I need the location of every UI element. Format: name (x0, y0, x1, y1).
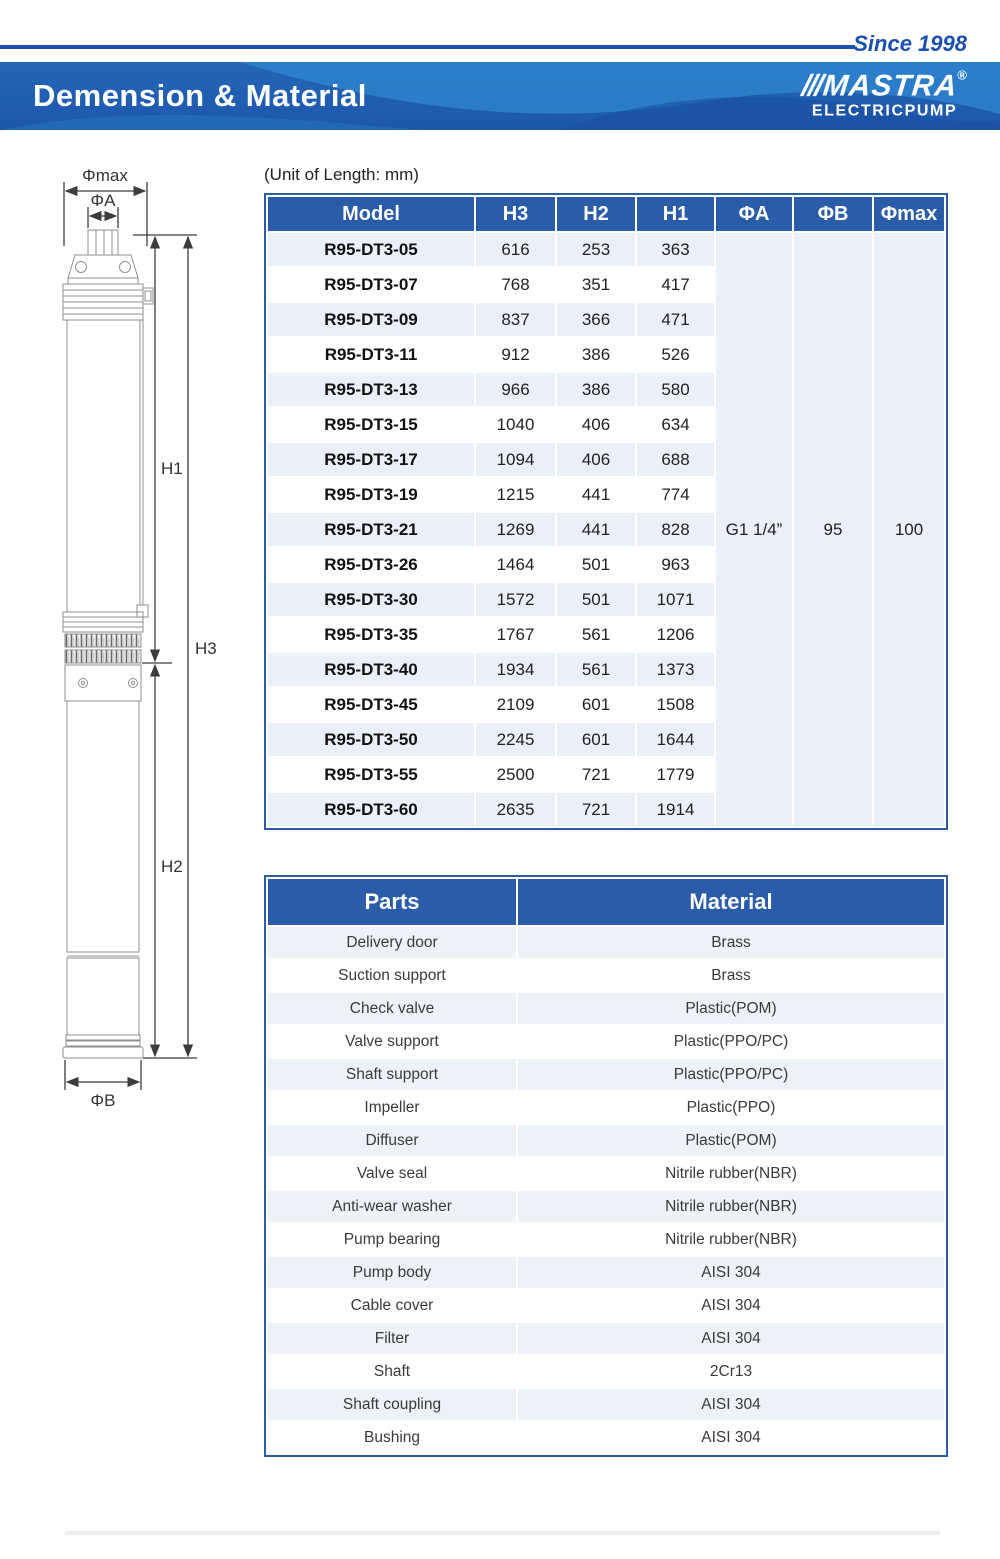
table-row (268, 1059, 944, 1090)
part-cell: Cable cover (268, 1290, 516, 1321)
dimension-table-header (268, 197, 944, 231)
material-cell: Brass (518, 927, 944, 958)
h1-cell: 774 (637, 478, 714, 511)
h3-cell: 2500 (476, 758, 555, 791)
table-row (268, 1158, 944, 1189)
material-cell: Plastic(PPO/PC) (518, 1059, 944, 1090)
h3-cell: 616 (476, 233, 555, 266)
h1-cell: 688 (637, 443, 714, 476)
top-divider-line (0, 45, 855, 49)
h1-cell: 526 (637, 338, 714, 371)
h1-cell: 1206 (637, 618, 714, 651)
h2-cell: 721 (557, 758, 635, 791)
h2-cell: 386 (557, 338, 635, 371)
part-cell: Check valve (268, 993, 516, 1024)
merged-cell-phi-max: 100 (874, 233, 944, 826)
h2-cell: 406 (557, 408, 635, 441)
table-row (268, 1290, 944, 1321)
model-cell: R95-DT3-05 (268, 233, 474, 266)
col-header-phi-max: Φmax (874, 197, 944, 231)
table-row (268, 1092, 944, 1123)
table-row (268, 1191, 944, 1222)
h3-cell: 1572 (476, 583, 555, 616)
model-cell: R95-DT3-55 (268, 758, 474, 791)
table-row (268, 960, 944, 991)
part-cell: Filter (268, 1323, 516, 1354)
page-title: Demension & Material (33, 78, 367, 113)
h3-cell: 1094 (476, 443, 555, 476)
h3-cell: 1215 (476, 478, 555, 511)
col-header-h1: H1 (637, 197, 714, 231)
brand-logo (800, 67, 967, 121)
part-cell: Valve seal (268, 1158, 516, 1189)
h1-cell: 1779 (637, 758, 714, 791)
h2-cell: 366 (557, 303, 635, 336)
pump-outline (63, 230, 153, 1058)
h3-cell: 912 (476, 338, 555, 371)
table-row (268, 1125, 944, 1156)
h1-cell: 828 (637, 513, 714, 546)
h2-label: H2 (161, 857, 183, 876)
phi-a-label: ΦA (90, 191, 116, 210)
h2-cell: 601 (557, 688, 635, 721)
header-banner (0, 62, 1000, 130)
logo-slashes-icon: /// (800, 69, 823, 103)
unit-note: (Unit of Length: mm) (264, 165, 419, 184)
table-row (268, 1356, 944, 1387)
logo-brand-text: MASTRA (821, 69, 960, 103)
model-cell: R95-DT3-19 (268, 478, 474, 511)
h1-cell: 634 (637, 408, 714, 441)
material-cell: Plastic(PPO) (518, 1092, 944, 1123)
h2-cell: 721 (557, 793, 635, 826)
material-cell: AISI 304 (518, 1290, 944, 1321)
h1-cell: 1071 (637, 583, 714, 616)
model-cell: R95-DT3-09 (268, 303, 474, 336)
table-row (268, 993, 944, 1024)
h3-cell: 1269 (476, 513, 555, 546)
h3-cell: 2109 (476, 688, 555, 721)
h2-cell: 253 (557, 233, 635, 266)
col-header-parts: Parts (268, 879, 516, 925)
part-cell: Anti-wear washer (268, 1191, 516, 1222)
material-cell: Plastic(POM) (518, 1125, 944, 1156)
h2-cell: 441 (557, 513, 635, 546)
model-cell: R95-DT3-50 (268, 723, 474, 756)
dimension-table-body (268, 233, 944, 826)
material-cell: AISI 304 (518, 1323, 944, 1354)
material-cell: AISI 304 (518, 1257, 944, 1288)
h3-cell: 768 (476, 268, 555, 301)
h1-cell: 580 (637, 373, 714, 406)
material-cell: AISI 304 (518, 1389, 944, 1420)
part-cell: Shaft coupling (268, 1389, 516, 1420)
part-cell: Impeller (268, 1092, 516, 1123)
h1-cell: 1914 (637, 793, 714, 826)
logo-subtitle: ELECTRICPUMP (811, 102, 958, 120)
col-header-phi-b: ΦB (794, 197, 872, 231)
registered-trademark-icon: ® (957, 67, 967, 83)
col-header-material: Material (518, 879, 944, 925)
dimension-table (264, 193, 948, 830)
model-cell: R95-DT3-30 (268, 583, 474, 616)
h2-cell: 351 (557, 268, 635, 301)
model-cell: R95-DT3-45 (268, 688, 474, 721)
h1-cell: 1373 (637, 653, 714, 686)
h2-cell: 561 (557, 653, 635, 686)
h3-cell: 1934 (476, 653, 555, 686)
h1-cell: 1508 (637, 688, 714, 721)
h2-cell: 406 (557, 443, 635, 476)
model-cell: R95-DT3-17 (268, 443, 474, 476)
model-cell: R95-DT3-11 (268, 338, 474, 371)
material-cell: Nitrile rubber(NBR) (518, 1224, 944, 1255)
model-cell: R95-DT3-40 (268, 653, 474, 686)
part-cell: Pump bearing (268, 1224, 516, 1255)
table-row (268, 233, 944, 266)
h1-label: H1 (161, 459, 183, 478)
h1-cell: 363 (637, 233, 714, 266)
col-header-h2: H2 (557, 197, 635, 231)
merged-cell-phi-a: G1 1/4” (716, 233, 792, 826)
model-cell: R95-DT3-26 (268, 548, 474, 581)
merged-cell-phi-b: 95 (794, 233, 872, 826)
material-cell: Plastic(POM) (518, 993, 944, 1024)
model-cell: R95-DT3-13 (268, 373, 474, 406)
table-row (268, 1422, 944, 1453)
table-row (268, 1389, 944, 1420)
part-cell: Delivery door (268, 927, 516, 958)
pump-diagram (25, 160, 260, 1110)
h2-cell: 386 (557, 373, 635, 406)
material-cell: Plastic(PPO/PC) (518, 1026, 944, 1057)
col-header-phi-a: ΦA (716, 197, 792, 231)
phi-max-label: Φmax (82, 166, 128, 185)
part-cell: Bushing (268, 1422, 516, 1453)
h3-label: H3 (195, 639, 217, 658)
part-cell: Diffuser (268, 1125, 516, 1156)
table-row (268, 1026, 944, 1057)
part-cell: Shaft (268, 1356, 516, 1387)
table-row (268, 927, 944, 958)
h1-cell: 417 (637, 268, 714, 301)
material-cell: Nitrile rubber(NBR) (518, 1191, 944, 1222)
part-cell: Pump body (268, 1257, 516, 1288)
h2-cell: 561 (557, 618, 635, 651)
h2-cell: 601 (557, 723, 635, 756)
h3-cell: 966 (476, 373, 555, 406)
h2-cell: 501 (557, 583, 635, 616)
col-header-h3: H3 (476, 197, 555, 231)
material-cell: 2Cr13 (518, 1356, 944, 1387)
h1-cell: 963 (637, 548, 714, 581)
model-cell: R95-DT3-15 (268, 408, 474, 441)
table-row (268, 1257, 944, 1288)
h1-cell: 1644 (637, 723, 714, 756)
materials-table-header (268, 879, 944, 925)
table-row (268, 1224, 944, 1255)
h2-cell: 441 (557, 478, 635, 511)
col-header-model: Model (268, 197, 474, 231)
part-cell: Valve support (268, 1026, 516, 1057)
h3-cell: 2635 (476, 793, 555, 826)
h1-cell: 471 (637, 303, 714, 336)
model-cell: R95-DT3-07 (268, 268, 474, 301)
model-cell: R95-DT3-35 (268, 618, 474, 651)
h3-cell: 1767 (476, 618, 555, 651)
materials-table (264, 875, 948, 1457)
material-cell: AISI 304 (518, 1422, 944, 1453)
logo-wordmark (800, 69, 960, 103)
part-cell: Suction support (268, 960, 516, 991)
model-cell: R95-DT3-60 (268, 793, 474, 826)
h2-cell: 501 (557, 548, 635, 581)
h3-cell: 837 (476, 303, 555, 336)
h3-cell: 2245 (476, 723, 555, 756)
materials-table-body (268, 927, 944, 1453)
table-row (268, 1323, 944, 1354)
h3-cell: 1040 (476, 408, 555, 441)
material-cell: Brass (518, 960, 944, 991)
since-label: Since 1998 (853, 31, 967, 56)
phi-b-label: ΦB (90, 1091, 116, 1110)
material-cell: Nitrile rubber(NBR) (518, 1158, 944, 1189)
part-cell: Shaft support (268, 1059, 516, 1090)
footer-divider-line (65, 1531, 940, 1535)
model-cell: R95-DT3-21 (268, 513, 474, 546)
h3-cell: 1464 (476, 548, 555, 581)
